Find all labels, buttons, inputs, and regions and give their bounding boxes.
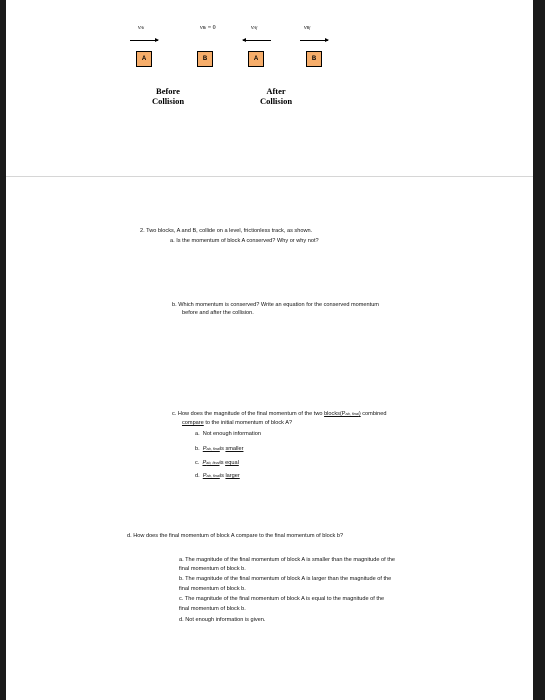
answer-line: d. Not enough information is given.	[179, 617, 266, 623]
velocity-a-final-label: vAf	[251, 25, 258, 31]
answer-line: a. The magnitude of the final momentum of block A is smaller than the magnitude of the	[179, 557, 396, 563]
velocity-a-initial-arrow	[130, 40, 158, 41]
velocity-b-final-label: vBf	[304, 25, 311, 31]
velocity-a-final-arrow	[243, 40, 271, 41]
answer-line: final momentum of block b.	[179, 566, 246, 572]
velocity-a-initial-label: vAi	[138, 25, 145, 31]
question-2-part-c-line1: c. How does the magnitude of the final momentum of the two blocks(Pab, final) combined	[172, 411, 387, 417]
answer-line: final momentum of block b.	[179, 606, 246, 612]
option-b: b. Pab, finalis smaller	[195, 446, 244, 452]
velocity-b-initial-label: vBi = 0	[200, 25, 216, 31]
page-divider	[6, 176, 533, 177]
before-collision-caption: Before Collision	[151, 86, 185, 106]
option-c: c. Pab, finalis equal	[195, 460, 239, 466]
after-collision-caption: After Collision	[259, 86, 293, 106]
answer-line: b. The magnitude of the final momentum of block A is larger than the magnitude of the	[179, 576, 392, 582]
block-b-after: B	[306, 51, 322, 67]
block-a-after: A	[248, 51, 264, 67]
option-d: d. Pab, finalis larger	[195, 473, 240, 479]
block-b-before: B	[197, 51, 213, 67]
question-2-part-b-line1: b. Which momentum is conserved? Write an equation for the conserved momentum	[172, 302, 379, 308]
option-a: a. Not enough information	[195, 431, 261, 437]
velocity-b-final-arrow	[300, 40, 328, 41]
answer-line: c. The magnitude of the final momentum of block A is equal to the magnitude of the	[179, 596, 385, 602]
question-2-part-c-line2: compare to the initial momentum of block A?	[182, 420, 293, 426]
question-2-stem: 2. Two blocks, A and B, collide on a level, frictionless track, as shown.	[140, 228, 313, 234]
question-2-part-b-line2: before and after the collision.	[182, 310, 254, 316]
answer-line: final momentum of block b.	[179, 586, 246, 592]
question-d-stem: d. How does the final momentum of block A compare to the final momentum of block b?	[127, 533, 344, 539]
block-a-before: A	[136, 51, 152, 67]
question-2-part-a: a. Is the momentum of block A conserved? Why or why not?	[170, 238, 319, 244]
document-page	[6, 0, 533, 700]
